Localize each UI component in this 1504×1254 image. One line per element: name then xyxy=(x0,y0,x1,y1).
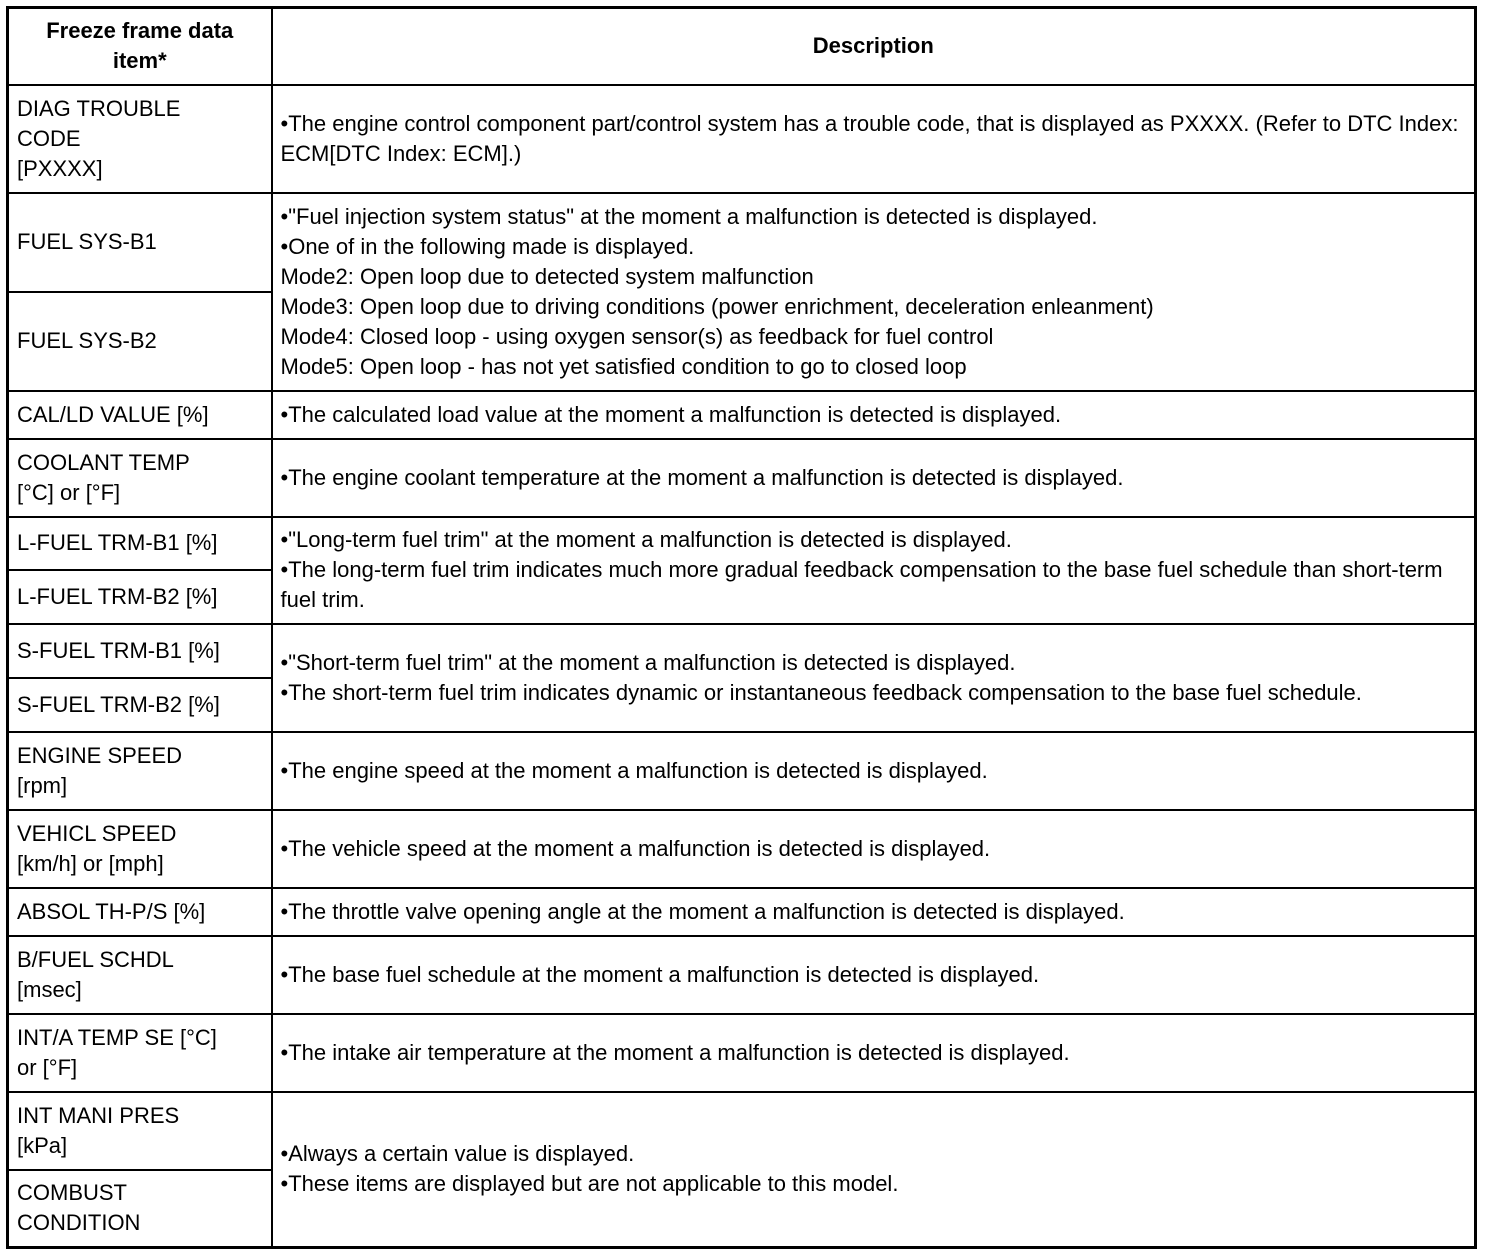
description-text: •The vehicle speed at the moment a malfunction is detected is displayed. xyxy=(280,835,991,861)
table-row xyxy=(8,1092,1476,1170)
table-row xyxy=(8,888,1476,936)
item-cell xyxy=(8,1170,272,1248)
description-text: •The engine coolant temperature at the moment a malfunction is detected is displayed. xyxy=(280,464,1124,490)
description-cell xyxy=(272,439,1476,517)
item-line: DIAG TROUBLE xyxy=(17,95,181,121)
item-cell xyxy=(8,570,272,624)
column-header-item xyxy=(8,8,272,85)
item-cell xyxy=(8,85,272,193)
description-cell xyxy=(272,85,1476,193)
item-line: CODE xyxy=(17,125,81,151)
table-header-row xyxy=(8,8,1476,85)
description-cell-s-fuel-trm xyxy=(272,624,1476,732)
table-row xyxy=(8,810,1476,888)
description-cell xyxy=(272,810,1476,888)
table-row xyxy=(8,391,1476,439)
description-cell xyxy=(272,1014,1476,1092)
description-text: •The engine speed at the moment a malfunction is detected is displayed. xyxy=(280,757,988,783)
item-line: or [°F] xyxy=(17,1054,78,1080)
item-cell xyxy=(8,391,272,439)
item-cell xyxy=(8,1092,272,1170)
description-text: •"Short-term fuel trim" at the moment a malfunction is detected is displayed. xyxy=(280,649,1016,675)
description-text: •The calculated load value at the moment a malfunction is detected is displayed. xyxy=(280,401,1062,427)
freeze-frame-data-table xyxy=(6,6,1477,1249)
table-row xyxy=(8,936,1476,1014)
item-line: [rpm] xyxy=(17,772,68,798)
description-cell xyxy=(272,732,1476,810)
item-cell xyxy=(8,1014,272,1092)
item-cell xyxy=(8,888,272,936)
item-cell xyxy=(8,936,272,1014)
description-text: •"Long-term fuel trim" at the moment a malfunction is detected is displayed. xyxy=(280,527,1012,552)
item-line: ENGINE SPEED xyxy=(17,742,183,768)
item-line: L-FUEL TRM-B1 [%] xyxy=(17,530,218,555)
item-cell xyxy=(8,732,272,810)
description-text: Mode5: Open loop - has not yet satisfied condition to go to closed loop xyxy=(280,353,967,379)
item-line: COMBUST xyxy=(17,1180,127,1206)
description-text: Mode2: Open loop due to detected system malfunction xyxy=(280,263,814,289)
item-line: [km/h] or [mph] xyxy=(17,850,164,876)
table-row xyxy=(8,193,1476,292)
table-row xyxy=(8,517,1476,570)
item-line: [kPa] xyxy=(17,1132,68,1158)
item-line: [°C] or [°F] xyxy=(17,479,121,505)
item-line: FUEL SYS-B2 xyxy=(17,328,157,353)
description-text: •One of in the following made is displayed. xyxy=(280,233,695,259)
item-line: S-FUEL TRM-B1 [%] xyxy=(17,637,220,663)
description-text: •The engine control component part/control system has a trouble code, that is displayed as PXXXX. (Refer to DTC Index: ECM[DTC Index: ECM].) xyxy=(280,110,1459,166)
table-row xyxy=(8,732,1476,810)
item-line: [msec] xyxy=(17,976,82,1002)
header-item-label: Freeze frame data item* xyxy=(46,18,234,74)
item-cell xyxy=(8,193,272,292)
item-cell xyxy=(8,624,272,678)
header-description-label: Description xyxy=(812,33,934,59)
description-text: •The intake air temperature at the moment a malfunction is detected is displayed. xyxy=(280,1039,1070,1065)
item-cell xyxy=(8,810,272,888)
table-row xyxy=(8,85,1476,193)
item-line: INT/A TEMP SE [°C] xyxy=(17,1024,217,1050)
description-cell-not-applicable xyxy=(272,1092,1476,1248)
description-text: •The throttle valve opening angle at the moment a malfunction is detected is displayed. xyxy=(280,898,1125,924)
item-line: S-FUEL TRM-B2 [%] xyxy=(17,691,220,717)
item-line: CONDITION xyxy=(17,1210,141,1236)
item-line: [PXXXX] xyxy=(17,155,103,181)
description-cell-l-fuel-trm xyxy=(272,517,1476,624)
item-line: ABSOL TH-P/S [%] xyxy=(17,898,206,924)
table-row xyxy=(8,1014,1476,1092)
description-text: •Always a certain value is displayed. xyxy=(280,1141,635,1167)
description-cell xyxy=(272,391,1476,439)
description-text: •These items are displayed but are not applicable to this model. xyxy=(280,1171,899,1197)
column-header-description xyxy=(272,8,1476,85)
description-text: •The base fuel schedule at the moment a malfunction is detected is displayed. xyxy=(280,961,1040,987)
item-line: COOLANT TEMP xyxy=(17,449,190,475)
item-line: FUEL SYS-B1 xyxy=(17,229,157,254)
description-text: Mode3: Open loop due to driving conditions (power enrichment, deceleration enleanment) xyxy=(280,293,1154,319)
item-cell xyxy=(8,517,272,570)
item-cell xyxy=(8,292,272,391)
table-row xyxy=(8,624,1476,678)
description-text: •The short-term fuel trim indicates dynamic or instantaneous feedback compensation to the base fuel schedule. xyxy=(280,679,1362,705)
description-text: Mode4: Closed loop - using oxygen sensor(s) as feedback for fuel control xyxy=(280,323,994,349)
item-line: INT MANI PRES xyxy=(17,1102,180,1128)
description-cell xyxy=(272,936,1476,1014)
description-cell-fuel-sys xyxy=(272,193,1476,391)
item-line: B/FUEL SCHDL xyxy=(17,946,174,972)
item-cell xyxy=(8,678,272,732)
item-line: VEHICL SPEED xyxy=(17,820,177,846)
item-line: L-FUEL TRM-B2 [%] xyxy=(17,583,218,609)
item-line: CAL/LD VALUE [%] xyxy=(17,401,209,427)
description-cell xyxy=(272,888,1476,936)
description-text: •The long-term fuel trim indicates much more gradual feedback compensation to the base fuel schedule than short-term fuel trim. xyxy=(280,557,1443,612)
description-text: •"Fuel injection system status" at the moment a malfunction is detected is displayed. xyxy=(280,203,1098,229)
item-cell xyxy=(8,439,272,517)
table-row xyxy=(8,439,1476,517)
